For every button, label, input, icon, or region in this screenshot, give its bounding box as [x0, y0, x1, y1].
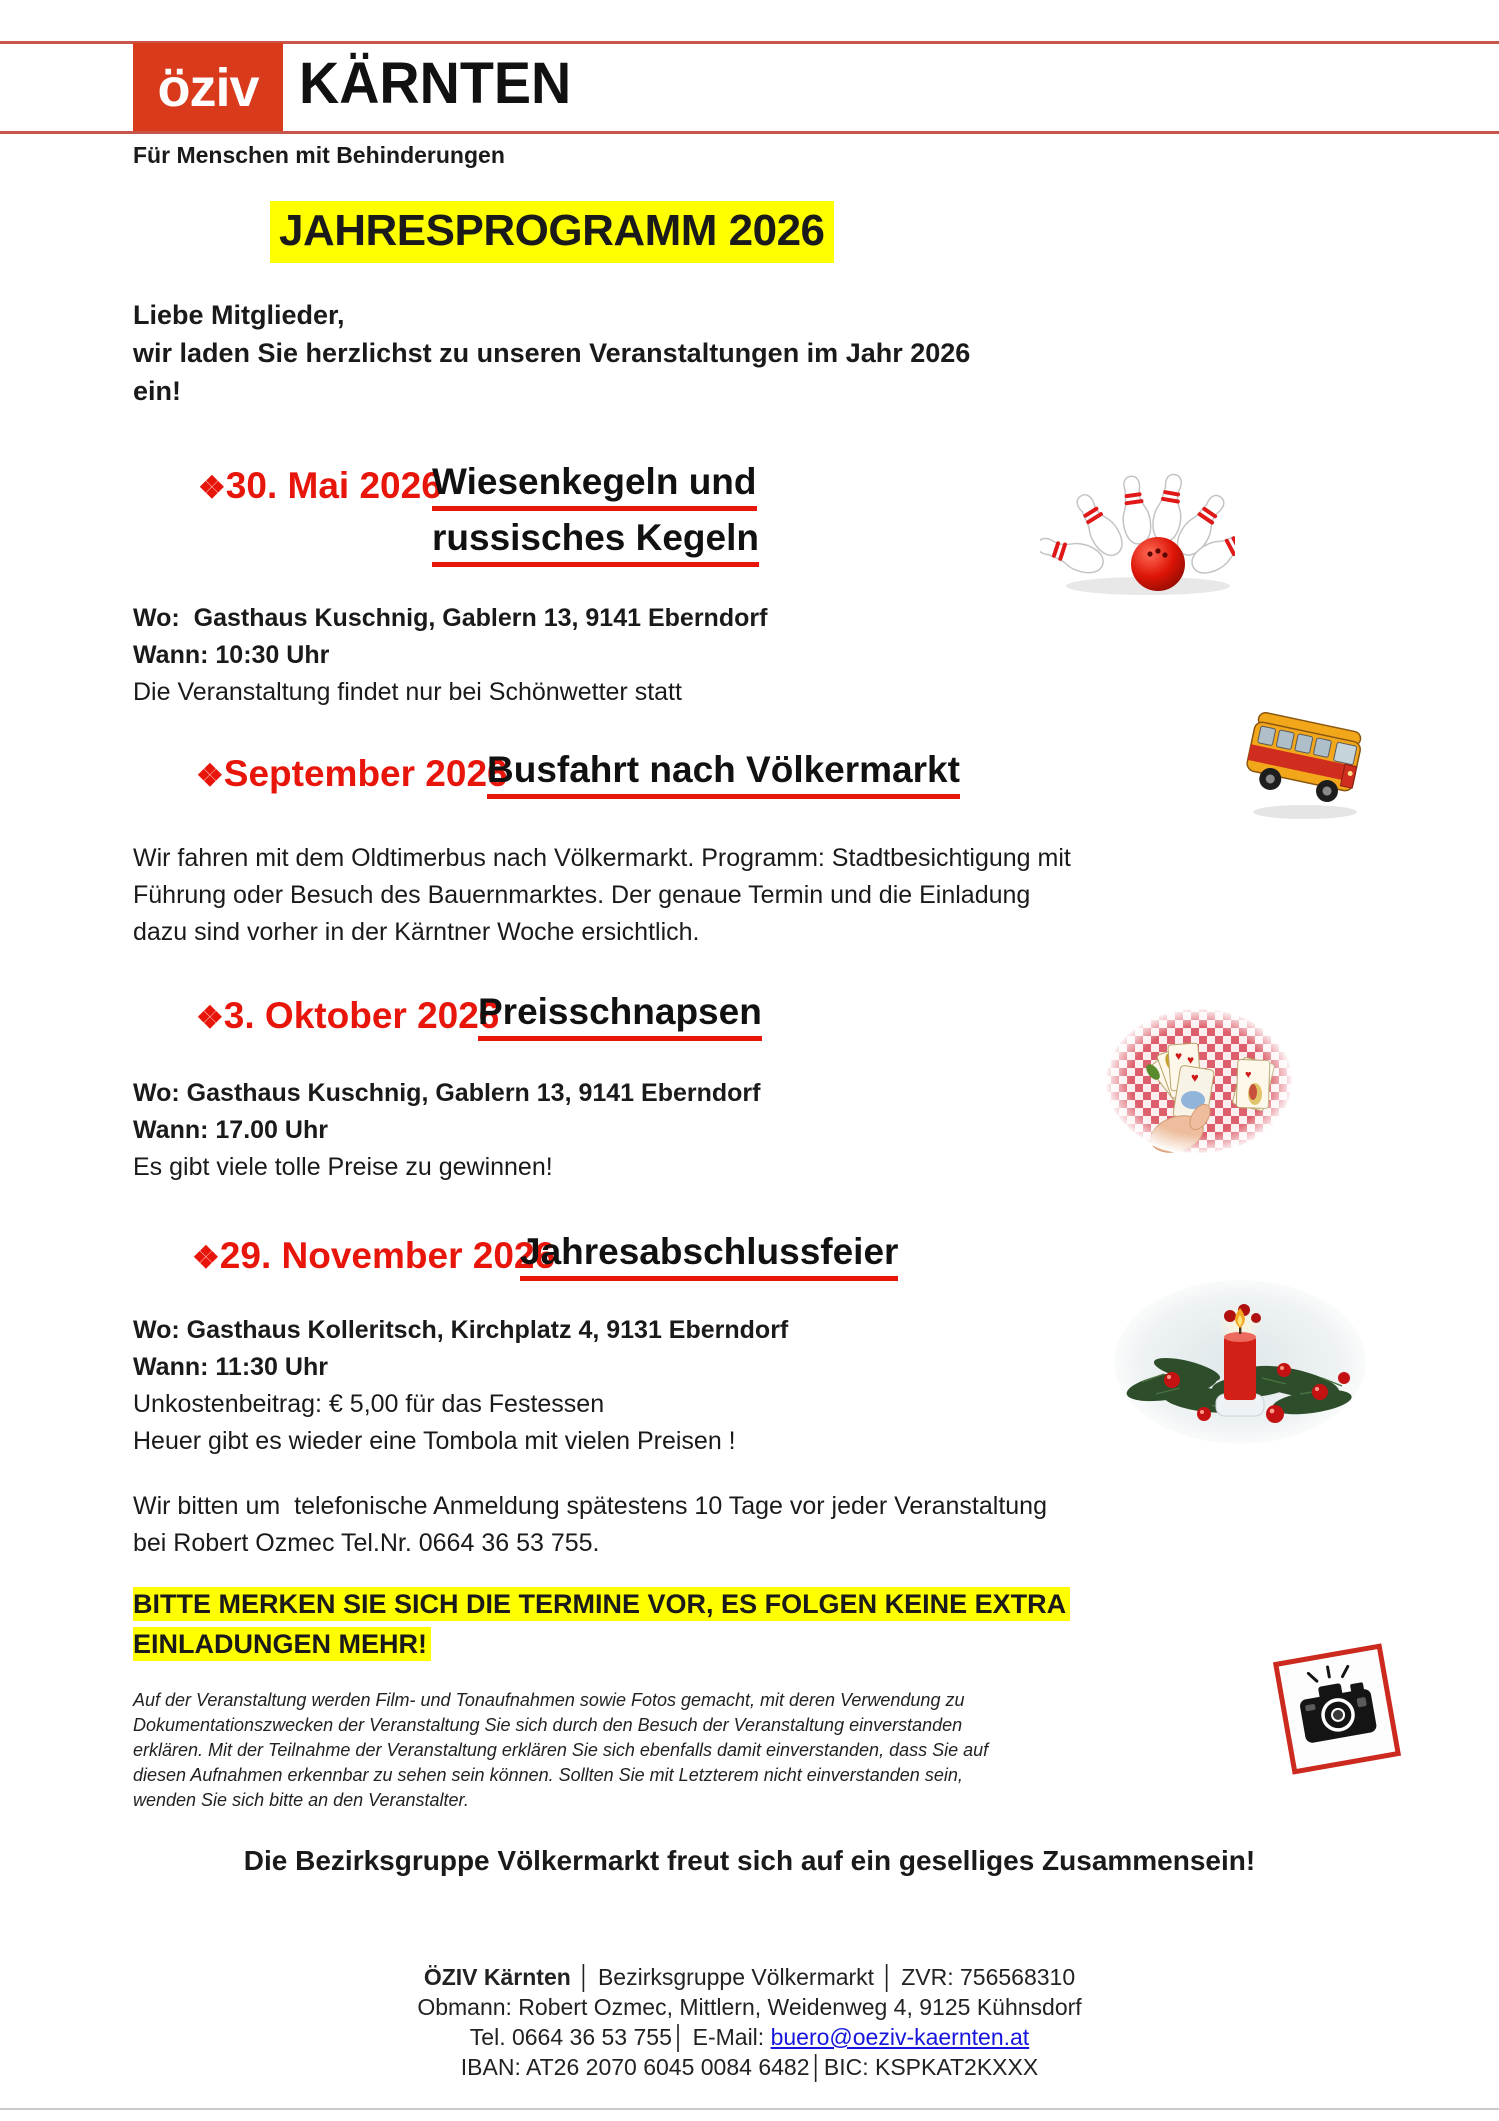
event-details [133, 600, 767, 711]
event-description: Wir fahren mit dem Oldtimerbus nach Völkermarkt. Programm: Stadtbesichtigung mit Führung oder Besuch des Bauernmarktes. Der genaue Termin und die Einladung dazu sind vorher in der Kärntner Woche ersichtlich. [133, 844, 1071, 946]
diamond-bullet-icon: ❖ [196, 758, 224, 793]
event-where: Wo: Gasthaus Kolleritsch, Kirchplatz 4, 9131 Eberndorf [133, 1316, 789, 1344]
playing-cards-image [1103, 1004, 1295, 1158]
page-title: JAHRESPROGRAMM 2026 [270, 201, 834, 263]
event-note: Es gibt viele tolle Preise zu gewinnen! [133, 1153, 553, 1181]
event-title: Wiesenkegeln und russisches Kegeln [432, 462, 759, 567]
event-where: Wo: Gasthaus Kuschnig, Gablern 13, 9141 Eberndorf [133, 604, 768, 632]
intro-paragraph [133, 296, 970, 410]
event-note: Die Veranstaltung findet nur bei Schönwetter statt [133, 678, 682, 706]
footer-line: Obmann: Robert Ozmec, Mittlern, Weidenweg 4, 9125 Kühnsdorf [417, 1994, 1082, 2020]
oeziv-logo [133, 43, 283, 132]
footer-line: IBAN: AT26 2070 6045 0084 6482│BIC: KSPKAT2KXXX [460, 2054, 1039, 2080]
registration-paragraph: Wir bitten um telefonische Anmeldung spätestens 10 Tage vor jeder Veranstaltung bei Robert Ozmec Tel.Nr. 0664 36 53 755. [133, 1492, 1047, 1557]
disclaimer-paragraph: Auf der Veranstaltung werden Film- und Tonaufnahmen sowie Fotos gemacht, mit deren Verwendung zu Dokumentationszwecken der Veranstaltung Sie sich durch den Besuch der Veranstaltung einverstanden erklären. Mit der Teilnahme der Veranstaltung erklären Sie sich ebenfalls damit einverstanden, dass Sie auf diesen Aufnahmen erkennbar zu sehen sein können. Sollten Sie mit Letzterem nicht einverstanden sein, wenden Sie sich bitte an den Veranstalter. [133, 1690, 989, 1810]
event-date: ❖September 2026 [196, 753, 508, 794]
event-where: Wo: Gasthaus Kuschnig, Gablern 13, 9141 Eberndorf [133, 1079, 761, 1107]
notice-highlight: BITTE MERKEN SIE SICH DIE TERMINE VOR, ES FOLGEN KEINE EXTRA EINLADUNGEN MEHR! [133, 1584, 1070, 1664]
intro-line: wir laden Sie herzlichst zu unseren Veranstaltungen im Jahr 2026 [133, 338, 971, 368]
oldtimer-bus-image [1241, 698, 1371, 825]
closing-text: Die Bezirksgruppe Völkermarkt freut sich auf ein geselliges Zusammensein! [243, 1845, 1256, 1876]
event-details [133, 1312, 788, 1460]
event-note: Heuer gibt es wieder eine Tombola mit vielen Preisen ! [133, 1427, 736, 1455]
event-date: ❖29. November 2026 [192, 1235, 556, 1276]
region-title: KÄRNTEN [299, 51, 572, 116]
footer-line: ÖZIV Kärnten │ Bezirksgruppe Völkermarkt │ ZVR: 756568310 [423, 1964, 1076, 1990]
diamond-bullet-icon: ❖ [192, 1240, 220, 1275]
oeziv-logo-text: öziv [157, 57, 259, 118]
event-title: Preisschnapsen [478, 992, 762, 1041]
event-when: Wann: 17.00 Uhr [133, 1116, 328, 1144]
tagline: Für Menschen mit Behinderungen [133, 142, 505, 168]
event-title: Busfahrt nach Völkermarkt [487, 750, 960, 799]
bowling-image [1040, 458, 1235, 600]
header-bottom-rule [0, 131, 1499, 134]
event-note: Unkostenbeitrag: € 5,00 für das Festessen [133, 1390, 605, 1418]
event-title: Jahresabschlussfeier [520, 1232, 898, 1281]
camera-stamp [1273, 1643, 1401, 1774]
christmas-candle-image [1112, 1274, 1370, 1446]
event-date: ❖3. Oktober 2026 [196, 995, 500, 1036]
footer-email-link[interactable]: buero@oeziv-kaernten.at [770, 2024, 1030, 2050]
event-when: Wann: 11:30 Uhr [133, 1353, 328, 1381]
camera-icon [1285, 1657, 1389, 1761]
event-details [133, 1075, 760, 1186]
footer [0, 1962, 1499, 2082]
intro-line: ein! [133, 376, 182, 406]
diamond-bullet-icon: ❖ [198, 470, 226, 505]
footer-line: Tel. 0664 36 53 755│ E-Mail: buero@oeziv-kaernten.at [469, 2024, 1030, 2050]
event-when: Wann: 10:30 Uhr [133, 641, 330, 669]
footer-org: ÖZIV Kärnten [423, 1964, 571, 1990]
event-date: ❖30. Mai 2026 [198, 465, 442, 506]
bottom-rule [0, 2108, 1499, 2110]
intro-line: Liebe Mitglieder, [133, 300, 345, 330]
diamond-bullet-icon: ❖ [196, 1000, 224, 1035]
